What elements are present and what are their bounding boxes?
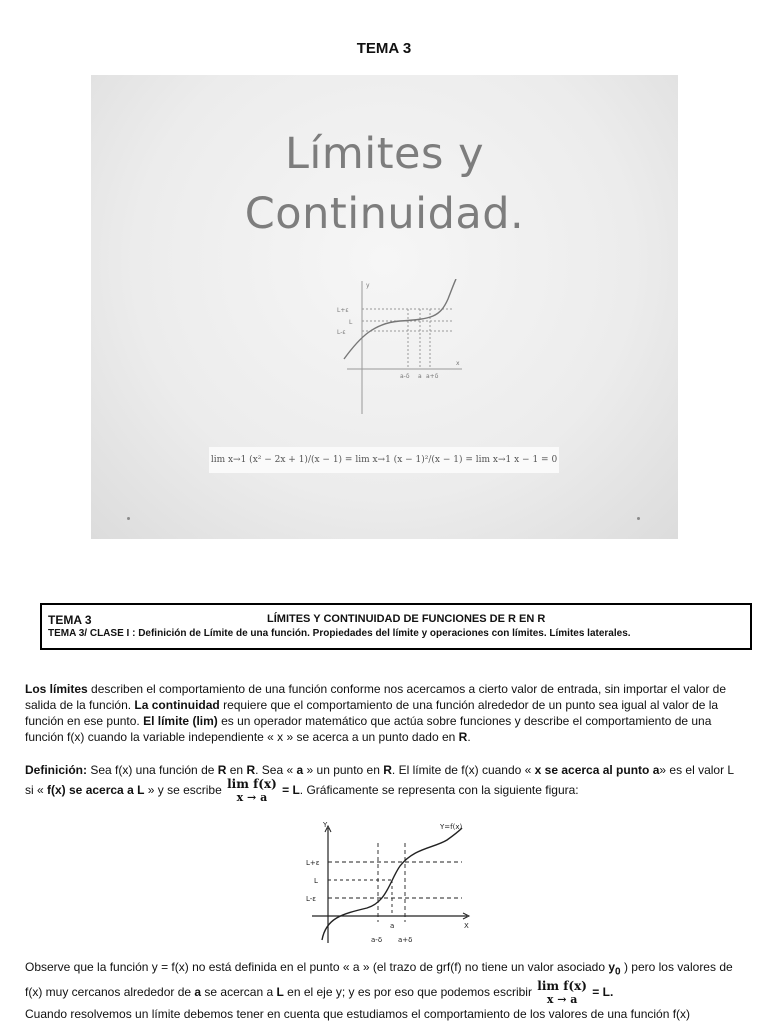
observation-paragraph: Observe que la función y = f(x) no está definida en el punto « a » (el trazo de grf(f) no tiene un valor asociado $y_0$ ) pero los valores de f(x) muy cercanos alrededor de a se acercan a L en el eje y; y es por eso que podemos escribir lim f(x) x → a = L. Cuando resolvemos un límite debemos tener en cuenta que estudiamos el comportamiento de los valores de una función f(x) [25, 960, 733, 1022]
cover-y-label: y [366, 282, 370, 289]
cover-dot-right [637, 517, 640, 520]
cover-a-label: a [418, 373, 422, 380]
fig-curve-label: Y=f(x) [440, 823, 463, 831]
cover-title-line-2: Continuidad. [244, 189, 525, 239]
term-limites: Los límites [25, 682, 88, 696]
cover-formula: lim x→1 (x² − 2x + 1)/(x − 1) = lim x→1 (x − 1)²/(x − 1) = lim x→1 x − 1 = 0 [209, 447, 559, 473]
cover-aminus-label: a-δ [400, 373, 410, 380]
limit-notation: lim f(x) x → a [227, 777, 277, 804]
fig-a-label: a [390, 922, 395, 930]
header-class-description: TEMA 3/ CLASE I : Definición de Límite de una función. Propiedades del límite y operaciones con límites. Límites laterales. [48, 628, 631, 639]
cover-lplus-label: L+ε [337, 307, 349, 314]
fig-aminus-label: a-δ [371, 936, 383, 944]
cover-limit-graph [322, 279, 462, 419]
intro-paragraph: Los límites describen el comportamiento de una función conforme nos acercamos a cierto valor de entrada, sin importar el valor de salida de la función. La continuidad requiere que el comportamiento de una función alrededor de un punto sea igual al valor de la función en ese punto. El límite (lim) es un operador matemático que actúa sobre funciones y describe el comportamiento de una función f(x) cuando la variable independiente « x » se acerca a un punto dado en R. [25, 682, 727, 744]
fig-lplus-label: L+ε [306, 859, 320, 867]
fig-x-label: X [464, 922, 469, 930]
definition-label: Definición: [25, 763, 87, 777]
cover-title-line-1: Límites y [284, 129, 485, 179]
header-title: LÍMITES Y CONTINUIDAD DE FUNCIONES DE R EN R [267, 613, 546, 625]
cover-x-label: x [456, 360, 460, 367]
term-continuidad: La continuidad [134, 698, 220, 712]
cover-dot-left [127, 517, 130, 520]
cover-curve [344, 279, 456, 359]
cover-aplus-label: a+δ [426, 373, 439, 380]
cover-lminus-label: L-ε [337, 329, 346, 336]
header-topic: TEMA 3 [48, 613, 92, 627]
limit-definition-figure [292, 818, 482, 948]
definition-paragraph: Definición: Sea f(x) una función de R en R. Sea « a » un punto en R. El límite de f(x) cuando « x se acerca al punto a» es el valor L si « f(x) se acerca a L » y se escribe lim f(x) x → a = L. Gráficamente se representa con la siguiente figura: [25, 763, 734, 804]
fig-l-label: L [314, 877, 318, 885]
lesson-header-box [40, 603, 752, 650]
fig-lminus-label: L-ε [306, 895, 317, 903]
fig-y-label: Y [323, 821, 328, 829]
cover-image [91, 75, 678, 539]
fig-aplus-label: a+δ [398, 936, 413, 944]
page-title: TEMA 3 [356, 40, 412, 57]
limit-notation-2: lim f(x) x → a [537, 979, 587, 1007]
cover-l-label: L [349, 319, 353, 326]
term-limite: El límite (lim) [143, 714, 218, 728]
